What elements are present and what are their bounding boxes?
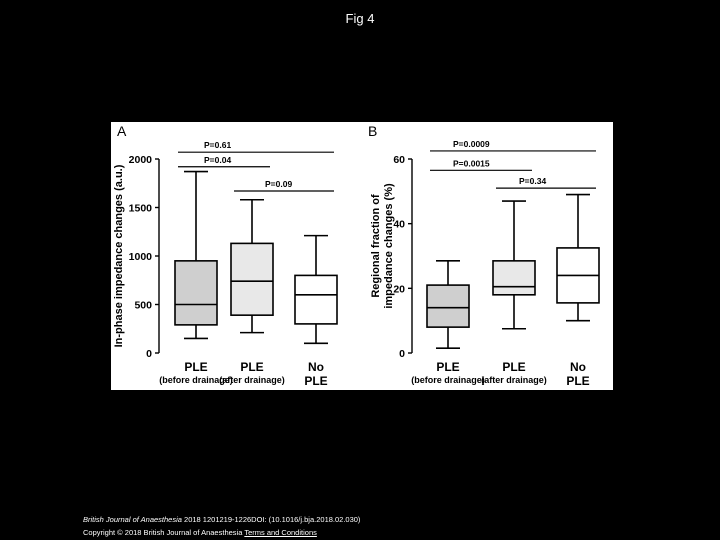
y-tick-label: 0 [146,348,152,360]
p-value-label: P=0.0015 [453,158,490,169]
terms-link[interactable]: Terms and Conditions [244,528,317,537]
y-tick-label: 0 [399,348,405,360]
box-3 [295,236,337,344]
y-tick-label: 20 [393,283,405,296]
y-tick-label: 1500 [128,202,152,215]
figure-panel [111,122,613,390]
p-value-label: P=0.04 [204,154,232,165]
x-category-sublabel: (before drainage) [159,375,233,385]
figure-title: Fig 4 [345,11,375,26]
box-2 [493,201,535,329]
box-iqr [295,275,337,324]
box-iqr [231,243,273,315]
box-iqr [427,285,469,327]
box-iqr [493,261,535,295]
x-category-label: PLE [502,360,526,374]
x-category-sublabel: PLE [304,374,328,388]
y-tick-label: 60 [393,154,405,166]
box-2 [231,200,273,333]
box-plot-figure [111,122,613,390]
panel-label: A [117,123,127,139]
p-value-label: P=0.0009 [453,138,490,149]
x-category-label: No [570,360,586,374]
y-tick-label: 500 [134,299,152,312]
p-value-label: P=0.61 [204,140,232,151]
panel-a [113,123,337,388]
box-1 [175,172,217,339]
panel-label: B [368,123,378,139]
citation-line [83,515,360,524]
x-category-sublabel: (after drainage) [481,375,547,385]
journal-name: British Journal of Anaesthesia [83,515,182,524]
copyright-line [83,528,317,537]
citation-text: 2018 1201219-1226DOI: (10.1016/j.bja.2018.02.030) [181,515,361,524]
x-category-label: PLE [436,360,460,374]
y-tick-label: 2000 [128,154,152,166]
p-value-label: P=0.34 [519,176,547,187]
y-axis-label: In-phase impedance changes (a.u.) [113,164,125,348]
x-category-label: PLE [184,360,208,374]
y-tick-label: 40 [393,218,405,231]
x-category-label: No [308,360,324,374]
x-category-sublabel: (after drainage) [219,375,285,385]
x-category-label: PLE [240,360,264,374]
y-axis-label-line: Regional fraction of [370,194,382,298]
y-tick-label: 1000 [128,251,152,263]
x-category-sublabel: (before drainage) [411,375,485,385]
copyright-text: Copyright © 2018 British Journal of Anaesthesia [83,528,243,537]
box-iqr [175,261,217,325]
y-axis-label-line: impedance changes (%) [383,183,395,309]
panel-b [368,123,599,388]
x-category-sublabel: PLE [566,374,590,388]
box-3 [557,195,599,321]
box-1 [427,261,469,348]
p-value-label: P=0.09 [265,179,293,190]
